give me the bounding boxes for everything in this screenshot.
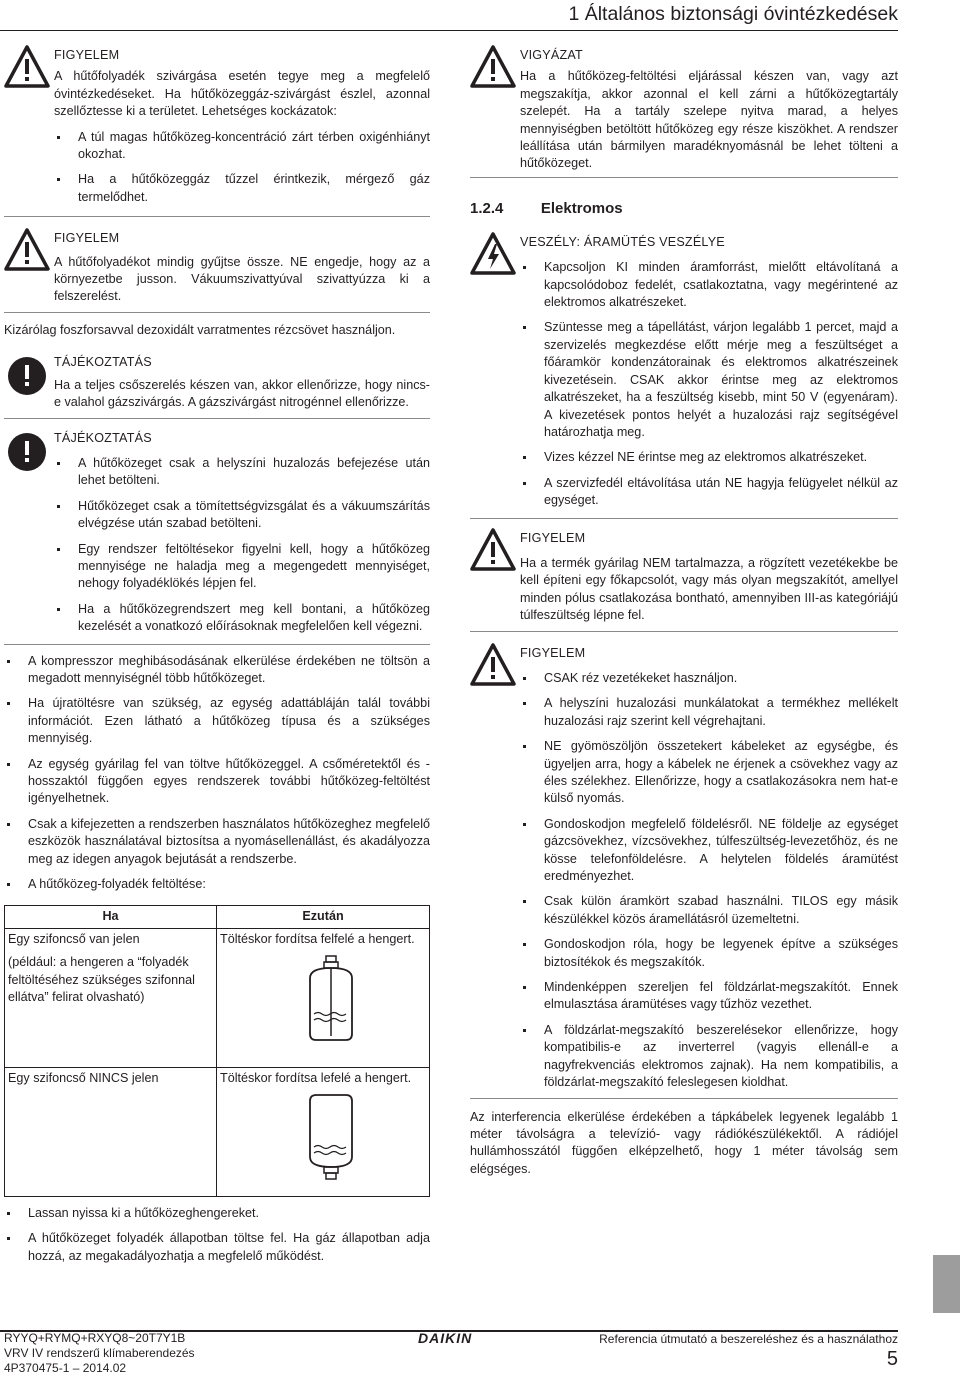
notice-bullets (520, 670, 898, 1092)
list-item: A szervizfedél eltávolítása után NE hagyja felügyelet nélkül az egységet. (520, 475, 898, 510)
page-header-title: 1 Általános biztonsági óvintézkedések (568, 3, 898, 25)
right-column (470, 40, 898, 1178)
list-item: Mindenképpen szereljen fel földzárlat-megszakítót. Ennek elmulasztása áramütéses vagy tűzhöz vezethet. (520, 979, 898, 1014)
notice-text: Ha a teljes csőszerelés készen van, akkor ellenőrizze, hogy nincs-e valahol gázszivárgás. A gázszivárgást nitrogénnel ellenőrizze. (54, 377, 430, 410)
danger-notice-electric (470, 227, 898, 519)
table-cell (217, 1067, 430, 1196)
list-item: Ha újratöltésre van szükség, az egység adattábláján talál további információt. Ezen látható a hűtőközeg típusa és a szükséges mennyiség. (4, 695, 430, 747)
notice-heading: VIGYÁZAT (520, 48, 583, 62)
list-item: Gondoskodjon róla, hogy be legyenek építve a szükséges biztosítékok és megszakítók. (520, 936, 898, 971)
table-row (5, 928, 430, 1067)
footer-doc: 4P370475-1 – 2014.02 (4, 1361, 127, 1375)
footer-reference: Referencia útmutató a beszereléshez és a használathoz (599, 1332, 898, 1346)
daikin-logo: DAIKIN (418, 1330, 473, 1346)
cylinder-inverted-icon (296, 1091, 366, 1181)
list-item: A hűtőközeget csak a helyszíni huzalozás befejezése után lehet betölteni. (54, 455, 430, 490)
warning-notice-mainswitch (470, 523, 898, 632)
list-item: Lassan nyissa ki a hűtőközeghengereket. (4, 1205, 430, 1222)
table-header-if: Ha (5, 906, 217, 928)
list-item: Az egység gyárilag fel van töltve hűtőközeggel. A csőméretektől és -hosszaktól függően egyes rendszerek további hűtőközeg-feltöltést igényelhetnek. (4, 756, 430, 808)
list-item: Ha a hűtőközeggáz tűzzel érintkezik, mérgező gáz termelődhet. (54, 171, 430, 206)
notice-heading: FIGYELEM (54, 48, 120, 62)
list-item: Egy rendszer feltöltésekor figyelni kell, hogy a hűtőközeg mennyisége ne haladja meg a megengedett mennyiséget, nehogy folyadéklökés lépjen fel. (54, 541, 430, 593)
list-item: A hűtőközeget folyadék állapotban töltse fel. Ha gáz állapotban adja hozzá, az megakadályozhatja a megfelelő működést. (4, 1230, 430, 1265)
warning-notice-leak (4, 40, 430, 217)
page-number: 5 (886, 1348, 898, 1370)
list-item: Gondoskodjon megfelelő földelésről. NE földelje az egységet gázcsövekhez, vízcsövekhez, túlfeszültség-levezetőhöz, és ne kösse telefonföldelésre. A helytelen földelés áramütést eredményezhet. (520, 816, 898, 886)
list-item: A helyszíni huzalozási munkálatokat a termékhez mellékelt huzalozási rajz szerint kell végrehajtani. (520, 695, 898, 730)
notice-text: A hűtőfolyadékot mindig gyűjtse össze. NE engedje, hogy az a környezetbe jusson. Vákuumszivattyúval szivattyúzza ki a felszerelést. (54, 254, 430, 304)
notice-bullets (54, 455, 430, 636)
chapter-tab (933, 1255, 960, 1313)
section-heading (470, 200, 898, 222)
header-rule (0, 30, 898, 31)
cylinder-upright-icon (296, 954, 366, 1044)
list-item: Vizes kézzel NE érintse meg az elektromos alkatrészeket. (520, 449, 898, 466)
notice-bullets (54, 129, 430, 207)
info-notice-charging (4, 423, 430, 645)
list-item: Csak külön áramkört szabad használni. TILOS egy másik készülékkel közös áramellátásról üzemeltetni. (520, 893, 898, 928)
footer-left (4, 1331, 195, 1376)
warning-triangle-icon (4, 44, 50, 90)
list-item: Csak a kifejezetten a rendszerben használatos hűtőközeghez megfelelő eszközök használatával biztosítsa a nyomásellenállást, és akadályozza meg az idegen anyagok bejutását a rendszerbe. (4, 816, 430, 868)
warning-triangle-icon (470, 44, 516, 90)
notice-heading: TÁJÉKOZTATÁS (54, 355, 152, 370)
footer-model: RYYQ+RYMQ+RXYQ8~20T7Y1B (4, 1331, 186, 1345)
notice-heading: VESZÉLY: ÁRAMÜTÉS VESZÉLYE (520, 234, 725, 249)
table-row (5, 1067, 430, 1196)
section-title: Elektromos (540, 199, 623, 217)
table-cell (5, 928, 217, 1067)
list-item: NE gyömöszöljön összetekert kábeleket az egységbe, és ügyeljen arra, hogy a kábelek ne érjenek a csövekhez vagy az éles szélekhez. Ellenőrizze, hogy a csatlakozásokra nem hat-e külső nyomás. (520, 738, 898, 808)
paragraph-copper-pipe: Kizárólag foszforsavval dezoxidált varratmentes rézcsövet használjon. (4, 322, 396, 337)
warning-triangle-icon (470, 642, 516, 688)
cell-text: (például: a hengeren a “folyadék feltöltéséhez szükséges szifonnal ellátva” felirat olvasható) (8, 955, 195, 1005)
list-item: Ha a hűtőközegrendszert meg kell bontani, a hűtőközeg kezelését a vonatkozó előírásoknak megfelelően kell végezni. (54, 601, 430, 636)
main-bullet-list (4, 653, 430, 894)
list-item: CSAK réz vezetékeket használjon. (520, 670, 898, 687)
charging-table (4, 905, 430, 1196)
notice-heading: TÁJÉKOZTATÁS (54, 430, 152, 445)
cell-text: Egy szifoncső van jelen (8, 931, 140, 946)
info-notice-leak-check (4, 347, 430, 418)
warning-triangle-icon (4, 227, 50, 273)
left-column (4, 40, 430, 1265)
list-item: Kapcsoljon KI minden áramforrást, mielőtt eltávolítaná a kapcsolódoboz fedelét, csatlakoztatna, vagy megérintené az elektromos alkatrészeket. (520, 259, 898, 311)
cell-text: Töltéskor fordítsa lefelé a hengert. (220, 1070, 412, 1085)
list-item: A túl magas hűtőközeg-koncentráció zárt térben oxigénhiányt okozhat. (54, 129, 430, 164)
list-item: Szüntesse meg a tápellátást, várjon legalább 1 percet, majd a szervizelés megkezdése előtt mérje meg a feszültséget a főáramkör kondenzátorainak és elektromos alkatrészeinek kivezetésein. CSAK akkor érintse meg az elektromos alkatrészeket, ha a feszültség kisebb, mint 50 V (egyenáram). A kivezetések pontos helyét a huzalozási rajz segítségével határozhatja meg. (520, 319, 898, 441)
cell-text: Egy szifoncső NINCS jelen (8, 1070, 159, 1085)
list-item: A hűtőközeg-folyadék feltöltése: (4, 876, 430, 893)
list-item: A földzárlat-megszakító beszerelésekor ellenőrizze, hogy kompatibilis-e az inverterrel (vagyis ellenáll-e a nagyfrekvenciás elektromos zajnak). Ha nem kompatibilis, a földzárlat-megszakító feleslegesen kioldhat. (520, 1022, 898, 1092)
notice-text: Ha a hűtőközeg-feltöltési eljárással készen van, vagy azt megszakítja, akkor azonnal el kell zárni a hűtőközegtartály szelepét. Ha a tartály szelepe nyitva marad, a helyes mennyiségben betöltött hűtőközeg egy része kiszökhet. A rendszer leállítása után bármilyen maradéknyomásnál be lehet tölteni a hűtőközeget. (520, 69, 898, 171)
warning-triangle-icon (470, 527, 516, 573)
footer-system: VRV IV rendszerű klímaberendezés (4, 1346, 195, 1360)
list-item: Hűtőközeget csak a tömítettségvizsgálat és a vákuumszárítás elvégzése után szabad betölteni. (54, 498, 430, 533)
list-item: A kompresszor meghibásodásának elkerülése érdekében ne töltsön a megadott mennyiségnél több hűtőközeget. (4, 653, 430, 688)
table-cell (5, 1067, 217, 1196)
warning-notice-wiring (470, 638, 898, 1099)
warning-notice-collect (4, 223, 430, 313)
table-header-then: Ezután (217, 906, 430, 928)
notice-bullets (520, 259, 898, 509)
notice-heading: FIGYELEM (520, 530, 586, 545)
cell-text: Töltéskor fordítsa felfelé a hengert. (220, 931, 415, 946)
notice-text: Ha a termék gyárilag NEM tartalmazza, a rögzített vezetékekbe be kell építeni egy főkapcsolót, vagy más olyan megszakítót, amellyel minden pólus csatlakozása bontható, amennyiben III-as kategóriájú túlfeszültség lépne fel. (520, 555, 898, 623)
table-cell (217, 928, 430, 1067)
notice-heading: FIGYELEM (520, 645, 586, 660)
info-exclamation-icon (4, 351, 50, 397)
info-exclamation-icon (4, 427, 50, 473)
notice-text: A hűtőfolyadék szivárgása esetén tegye meg a megfelelő óvintézkedéseket. Ha hűtőközeggáz-szivárgást észlel, azonnal szellőztesse ki a területet. Lehetséges kockázatok: (54, 69, 430, 119)
paragraph-interference: Az interferencia elkerülése érdekében a tápkábelek legyenek legalább 1 méter távolságra a televízió- vagy rádiókészülékektől. A rádiójel hullámhosszától függően elképzelhető, hogy 1 méter távolság sem elégséges. (470, 1109, 898, 1176)
after-table-bullets (4, 1205, 430, 1265)
notice-heading: FIGYELEM (54, 231, 120, 246)
electric-hazard-icon (470, 231, 516, 277)
section-number: 1.2.4 (470, 199, 504, 217)
caution-notice (470, 40, 898, 178)
